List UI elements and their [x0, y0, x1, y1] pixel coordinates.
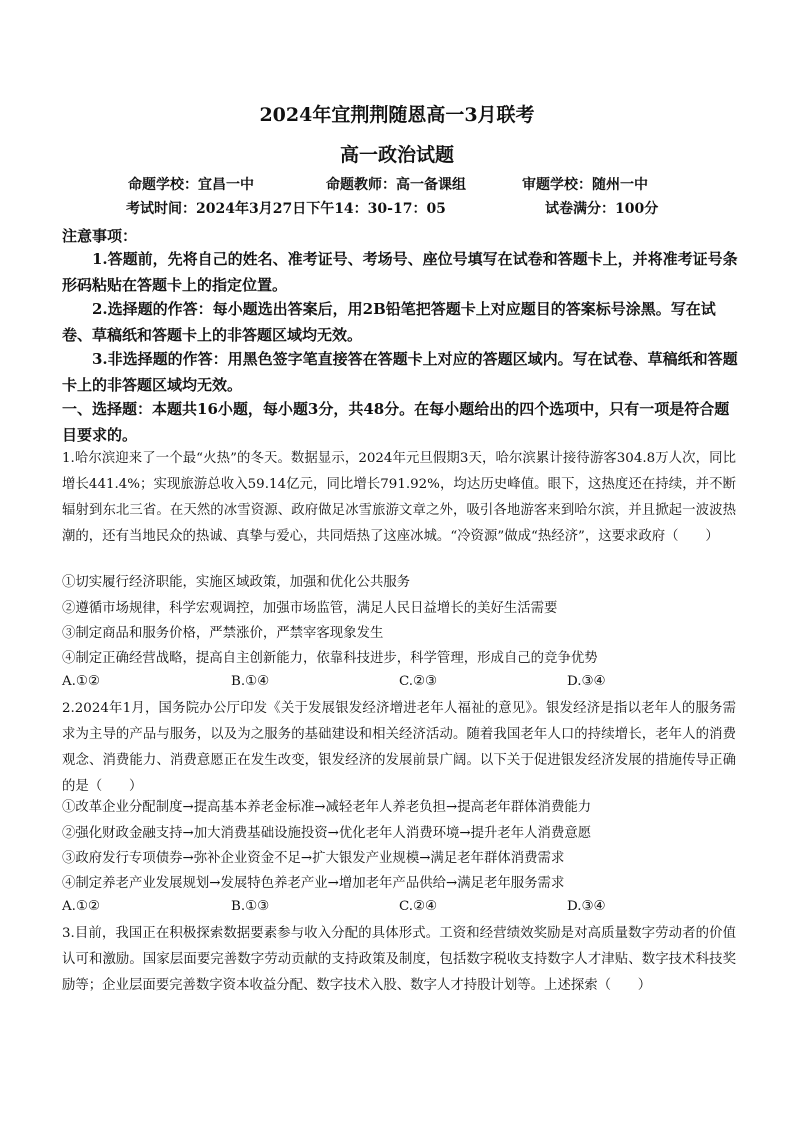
answer-option: C.②③ — [399, 674, 438, 689]
question-statement: ④制定正确经营战略，提高自主创新能力，依靠科技进步，科学管理，形成自己的竞争优势 — [62, 651, 598, 666]
note-item: 3.非选择题的作答：用黑色签字笔直接答在答题卡上对应的答题区域内。写在试卷、草稿纸和答题卡上的非答题区域均无效。 — [62, 350, 738, 394]
question-stem: 1.哈尔滨迎来了一个最“火热”的冬天。数据显示，2024年元旦假期3天，哈尔滨累计接待游客304.8万人次，同比增长441.4%；实现旅游总收入59.14亿元，同比增长791.92%，均达历史峰值。眼下，这热度还在持续，并不断辐射到东北三省。在天然的冰雪资源、政府做足冰雪旅游文章之外，吸引各地游客来到哈尔滨，并且掀起一波波热潮的，还有当地民众的热诚、真挚与爱心，共同焐热了这座冰城。“冷资源”做成“热经济”，这要求政府（ ） — [62, 451, 736, 544]
question-statement: ②强化财政金融支持→加大消费基础设施投资→优化老年人消费环境→提升老年人消费意愿 — [62, 826, 592, 841]
answer-option: B.①④ — [231, 674, 270, 689]
question-stem: 3.目前，我国正在积极探索数据要素参与收入分配的具体形式。工资和经营绩效奖励是对高质量数字劳动者的价值认可和激励。国家层面要完善数字劳动贡献的支持政策及制度，包括数字税收支持数字人才津贴、数字技术科技奖励等；企业层面要完善数字资本收益分配、数字技术入股、数字人才持股计划等。上述探索（ ） — [62, 926, 736, 993]
setter-teacher: 命题教师：高一备课组 — [326, 177, 466, 193]
question-stem: 2.2024年1月，国务院办公厅印发《关于发展银发经济增进老年人福祉的意见》。银发经济是指以老年人的服务需求为主导的产品与服务，以及为之服务的基础建设和相关经济活动。随着我国老年人口的持续增长，老年人的消费观念、消费能力、消费意愿正在发生改变，银发经济的发展前景广阔。以下关于促进银发经济发展的措施传导正确的是（ ） — [62, 701, 736, 794]
note-item: 1.答题前，先将自己的姓名、准考证号、考场号、座位号填写在试卷和答题卡上，并将准考证号条形码粘贴在答题卡上的指定位置。 — [62, 250, 738, 294]
full-score: 试卷满分：100分 — [545, 201, 659, 217]
question-statement: ①切实履行经济职能，实施区域政策，加强和优化公共服务 — [62, 575, 411, 590]
answer-option: A.①② — [62, 899, 100, 914]
question-statement: ①改革企业分配制度→提高基本养老金标准→减轻老年人养老负担→提高老年群体消费能力 — [62, 800, 592, 815]
answer-option: D.③④ — [567, 674, 606, 689]
question-statement: ④制定养老产业发展规划→发展特色养老产业→增加老年产品供给→满足老年服务需求 — [62, 876, 565, 891]
exam-subtitle: 高一政治试题 — [339, 144, 454, 166]
question-statement: ②遵循市场规律，科学宏观调控，加强市场监管，满足人民日益增长的美好生活需要 — [62, 601, 558, 616]
exam-time: 考试时间：2024年3月27日下午14：30-17：05 — [126, 201, 446, 217]
answer-option: D.③④ — [567, 899, 606, 914]
setter-school: 命题学校：宜昌一中 — [128, 177, 254, 193]
answer-option: A.①② — [62, 674, 100, 689]
section-heading: 一、选择题：本题共16小题，每小题3分，共48分。在每小题给出的四个选项中，只有一项是符合题目要求的。 — [62, 400, 730, 444]
answer-option: C.②④ — [399, 899, 438, 914]
note-item: 2.选择题的作答：每小题选出答案后，用2B铅笔把答题卡上对应题目的答案标号涂黑。写在试卷、草稿纸和答题卡上的非答题区域均无效。 — [62, 300, 716, 344]
answer-option: B.①③ — [231, 899, 270, 914]
question-statement: ③制定商品和服务价格，严禁涨价，严禁宰客现象发生 — [62, 626, 384, 641]
question-statement: ③政府发行专项债券→弥补企业资金不足→扩大银发产业规模→满足老年群体消费需求 — [62, 851, 565, 866]
exam-title: 2024年宜荆荆随恩高一3月联考 — [259, 104, 535, 126]
notes-heading: 注意事项： — [62, 227, 138, 245]
reviewer-school: 审题学校：随州一中 — [522, 177, 648, 193]
